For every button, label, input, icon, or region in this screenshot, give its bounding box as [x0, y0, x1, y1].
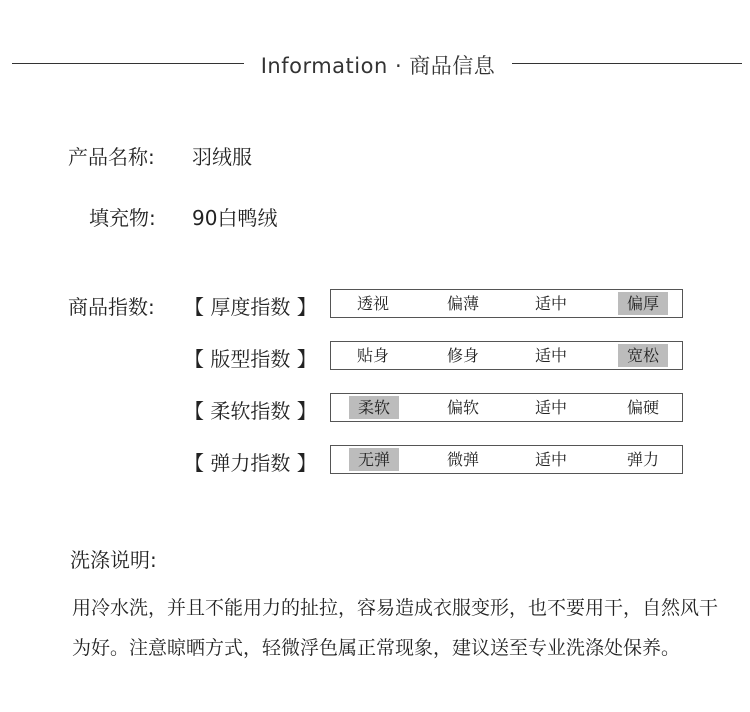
indices-label: 商品指数:	[68, 295, 155, 319]
thickness-index-scale	[330, 289, 683, 318]
product-name-value: 羽绒服	[192, 145, 252, 169]
header-divider-right	[512, 63, 742, 64]
elasticity-index-label: 【 弹力指数 】	[184, 451, 317, 475]
elasticity-index-scale	[330, 445, 683, 474]
scale-option: 修身	[446, 346, 479, 365]
scale-option: 偏薄	[446, 294, 479, 313]
section-title: Information · 商品信息	[260, 54, 496, 78]
fill-label: 填充物:	[89, 206, 156, 230]
washing-instructions: 用冷水洗，并且不能用力的扯拉，容易造成衣服变形，也不要用干，自然风干为好。注意晾晒方式，轻微浮色属正常现象，建议送至专业洗涤处保养。	[72, 597, 719, 659]
header-divider-left	[12, 63, 244, 64]
scale-option: 无弹	[349, 448, 399, 471]
scale-option: 透视	[356, 294, 389, 313]
fit-index-scale	[330, 341, 683, 370]
scale-option: 偏厚	[618, 292, 668, 315]
product-name-label: 产品名称:	[68, 145, 155, 169]
scale-option: 偏硬	[626, 398, 659, 417]
thickness-index-label: 【 厚度指数 】	[184, 295, 317, 319]
scale-option: 宽松	[618, 344, 668, 367]
scale-option: 适中	[534, 450, 567, 469]
scale-option: 适中	[534, 346, 567, 365]
washing-title: 洗涤说明:	[70, 548, 157, 572]
fit-index-label: 【 版型指数 】	[184, 347, 317, 371]
softness-index-label: 【 柔软指数 】	[184, 399, 317, 423]
scale-option: 偏软	[446, 398, 479, 417]
scale-option: 适中	[534, 398, 567, 417]
fill-value: 90白鸭绒	[192, 206, 278, 230]
scale-option: 适中	[534, 294, 567, 313]
scale-option: 贴身	[356, 346, 389, 365]
scale-option: 微弹	[446, 450, 479, 469]
softness-index-scale	[330, 393, 683, 422]
scale-option: 弹力	[626, 450, 659, 469]
scale-option: 柔软	[349, 396, 399, 419]
